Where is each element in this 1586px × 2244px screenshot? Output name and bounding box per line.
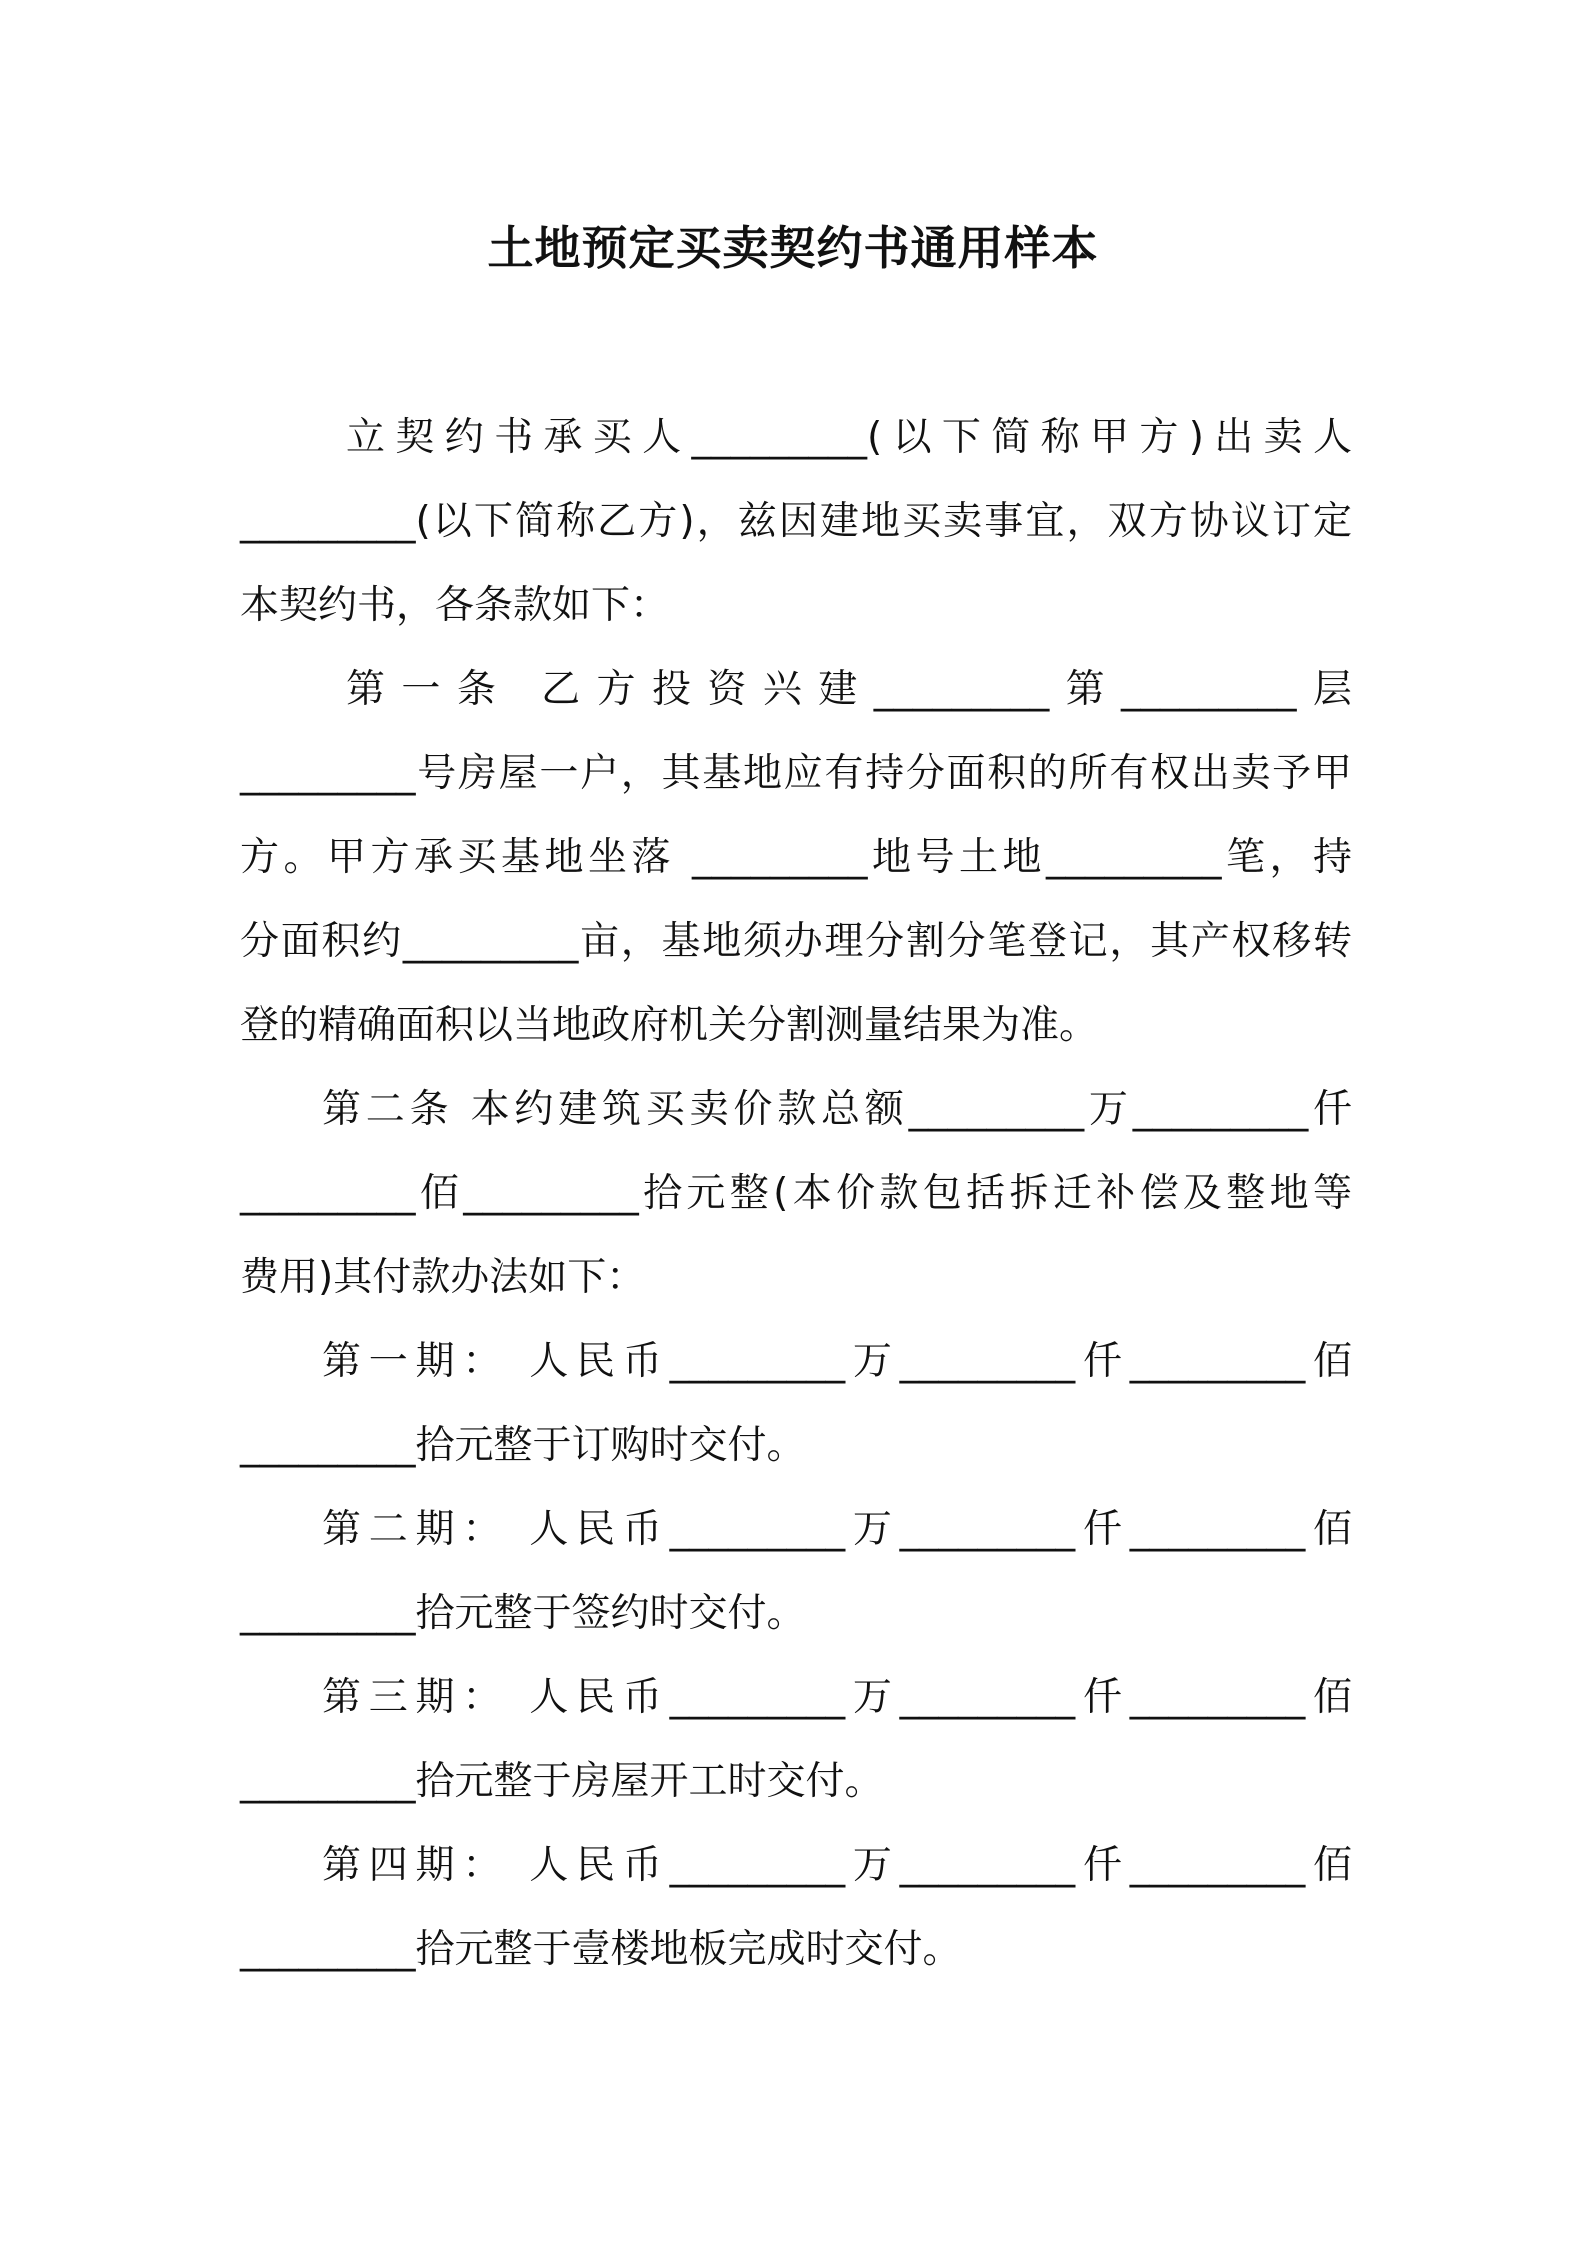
article-1-line: _________号房屋一户，其基地应有持分面积的所有权出卖予甲 xyxy=(240,751,1352,796)
document-title: 土地预定买卖契约书通用样本 xyxy=(487,221,1099,275)
paragraph-line: 立契约书承买人_________(以下简称甲方)出卖人 xyxy=(346,415,1352,460)
article-1-line: 第一条 乙方投资兴建_________第_________层 xyxy=(346,667,1352,712)
installment-2-line: _________拾元整于签约时交付。 xyxy=(240,1591,806,1636)
installment-1-line: _________拾元整于订购时交付。 xyxy=(240,1423,806,1468)
paragraph-line: _________(以下简称乙方)，兹因建地买卖事宜，双方协议订定 xyxy=(240,499,1352,544)
installment-4-line: 第四期： 人民币_________万_________仟_________佰 xyxy=(322,1843,1352,1888)
article-1-line: 登的精确面积以当地政府机关分割测量结果为准。 xyxy=(240,1003,1099,1048)
article-2-line: 第二条 本约建筑买卖价款总额_________万_________仟 xyxy=(322,1087,1352,1132)
article-1-line: 方。甲方承买基地坐落 _________地号土地_________笔，持 xyxy=(240,835,1352,880)
article-2-line: 费用)其付款办法如下： xyxy=(240,1255,646,1300)
installment-3-line: _________拾元整于房屋开工时交付。 xyxy=(240,1759,884,1804)
article-1-line: 分面积约_________亩，基地须办理分割分笔登记，其产权移转 xyxy=(240,919,1352,964)
article-2-line: _________佰_________拾元整(本价款包括拆迁补偿及整地等 xyxy=(240,1171,1352,1216)
paragraph-line: 本契约书，各条款如下： xyxy=(240,583,670,628)
installment-3-line: 第三期： 人民币_________万_________仟_________佰 xyxy=(322,1675,1352,1720)
installment-1-line: 第一期： 人民币_________万_________仟_________佰 xyxy=(322,1339,1352,1384)
installment-2-line: 第二期： 人民币_________万_________仟_________佰 xyxy=(322,1507,1352,1552)
installment-4-line: _________拾元整于壹楼地板完成时交付。 xyxy=(240,1927,962,1972)
